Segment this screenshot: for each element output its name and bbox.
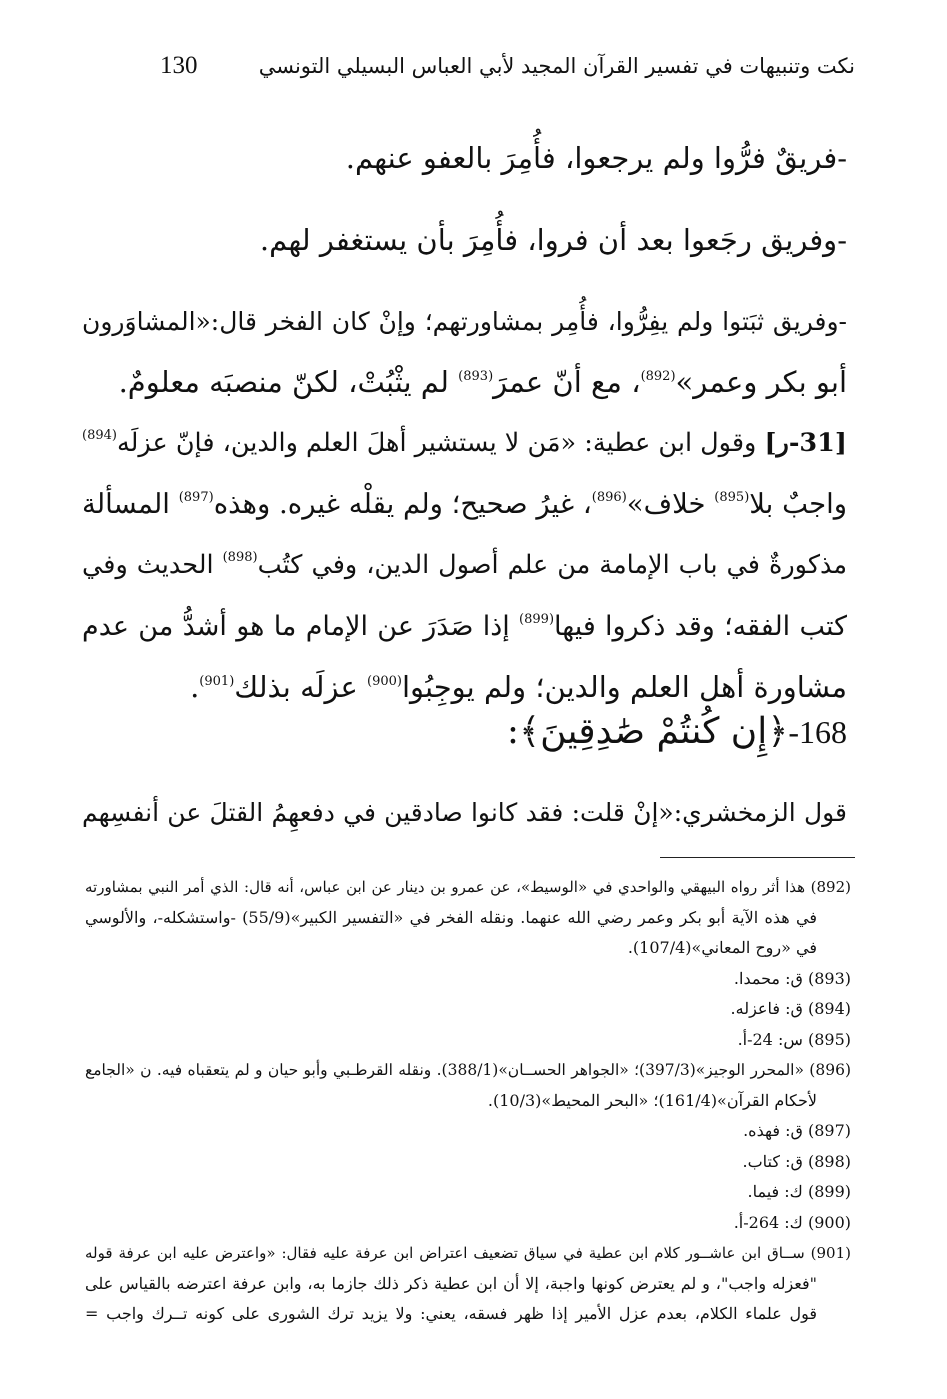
- text-line: مشاورة أهل العلم والدين؛ ولم يوجِبُوا$^{(900)}$ عزلَه بذلك$^{(901)}$.: [190, 670, 847, 704]
- paragraph-3: [82, 291, 847, 413]
- footnote-ref: (895): [714, 490, 750, 505]
- footnote-899: (899) ك: فيما.: [747, 1182, 851, 1201]
- footnotes: [85, 872, 851, 1330]
- footnote-895: (895) س: 24-أ.: [737, 1029, 851, 1049]
- paragraph-4: [82, 413, 847, 718]
- paragraph-1: [82, 128, 847, 189]
- page-number: 130: [160, 52, 198, 79]
- paragraph-5: [82, 782, 847, 843]
- paragraph-2: [82, 210, 847, 271]
- footnote-901: (901) ســاق ابن عاشــور كلام ابن عطية في سياق تضعيف اعتراض ابن عرفة عليه فقال: «واعترض عليه ابن عرفة قوله: [85, 1244, 851, 1262]
- footnote-ref: (893): [458, 369, 494, 384]
- footnote-896-cont: لأحكام القرآن»(161/4)؛ «البحر المحيط»(10/3).: [487, 1090, 817, 1110]
- text-line: -فريقٌ فرُّوا ولم يرجعوا، فأُمِرَ بالعفو عنهم.: [345, 141, 847, 175]
- footnote-ref: (898): [222, 550, 258, 565]
- text-line: كتب الفقه؛ وقد ذكروا فيها$^{(899)}$ إذا صَدَرَ عن الإمام ما هو أشدُّ من عدم: [82, 611, 847, 642]
- footnote-896: (896) «المحرر الوجيز»(397/3)؛ «الجواهر الحســان»(388/1). ونقله القرطـبي وأبو حيان و لم يتعقباه فيه. ن «الجامع: [85, 1061, 851, 1079]
- footnote-ref: (896): [591, 490, 627, 505]
- footnote-ref: (894): [82, 428, 117, 443]
- footnote-894: (894) ق: فاعزله.: [730, 999, 851, 1018]
- footnote-900: (900) ك: 264-أ.: [733, 1212, 851, 1232]
- footnote-893: (893) ق: محمدا.: [733, 968, 851, 988]
- verse-heading: 168-﴿إِن كُنتُمْ صَٰدِقِينَ﴾:: [506, 711, 847, 752]
- footnote-separator: [660, 857, 855, 858]
- text-line: مذكورةٌ في باب الإمامة من علم أصول الدين، وفي كتُب$^{(898)}$ الحديث وفي: [82, 550, 848, 580]
- text-line: قول الزمخشري:«إنْ قلت: فقد كانوا صادقين في دفعهِمُ القتلَ عن أنفسِهم: [82, 798, 847, 827]
- footnote-ref: (900): [366, 674, 402, 689]
- text-line: -وفريق ثبَتوا ولم يفِرُّوا، فأُمِر بمشاورتهم؛ وإنْ كان الفخر قال:«المشاوَرون: [82, 307, 847, 336]
- footnote-ref: (899): [519, 612, 555, 627]
- text-line: أبو بكر وعمر»$^{(892)}$، مع أنّ عمرَ$^{(893)}$ لم يثْبُتْ، لكنّ منصبَه معلومٌ.: [118, 365, 847, 399]
- footnote-897: (897) ق: فهذه.: [743, 1121, 851, 1140]
- footnote-892-cont: في هذه الآية أبو بكر وعمر رضي الله عنهما. ونقله الفخر في «التفسير الكبير»(55/9) -واستشكله-، والألوسي: [85, 907, 817, 927]
- footnote-ref: (901): [199, 674, 235, 689]
- footnote-892-cont: في «روح المعاني»(107/4).: [627, 938, 817, 957]
- text-line: واجبٌ بلا$^{(895)}$ خلاف»$^{(896)}$، غيرُ صحيح؛ ولم يقلْه غيره. وهذه$^{(897)}$ المسألة: [82, 488, 847, 520]
- verse-number: 168-: [788, 714, 847, 750]
- running-title: نكت وتنبيهات في تفسير القرآن المجيد لأبي العباس البسيلي التونسي: [258, 54, 855, 78]
- footnote-892: (892) هذا أثر رواه البيهقي والواحدي في «الوسيط»، عن عمرو بن دينار عن ابن عباس، أنه قال: الذي أمر النبي بمشاورته: [85, 878, 851, 896]
- manuscript-marker: [31-ر]: [764, 428, 847, 458]
- footnote-ref: (897): [178, 490, 214, 505]
- text-line: [31-ر] وقول ابن عطية: «مَن لا يستشير أهلَ العلم والدين، فإنّ عزلَه$^{(894)}$: [82, 428, 847, 458]
- footnote-898: (898) ق: كتاب.: [742, 1151, 851, 1171]
- footnote-901-cont: "فعزله واجب"، و لم يعترض كونها واجبة، إلا أن ابن عطية ذكر ذلك جازما به، وابن عرفة اعترضه بالقياس على: [85, 1273, 817, 1293]
- text-line: -وفريق رجَعوا بعد أن فروا، فأُمِرَ بأن يستغفر لهم.: [259, 223, 847, 257]
- running-header: [160, 48, 855, 92]
- verse-text: ﴿إِن كُنتُمْ صَٰدِقِينَ﴾: [519, 711, 789, 752]
- footnote-ref: (892): [640, 369, 676, 384]
- footnote-901-cont: قول علماء الكلام، بعدم عزل الأمير إذا ظهر فسقه، يعني: ولا يزيد ترك الشورى على كونه تــرك واجب =: [85, 1304, 817, 1323]
